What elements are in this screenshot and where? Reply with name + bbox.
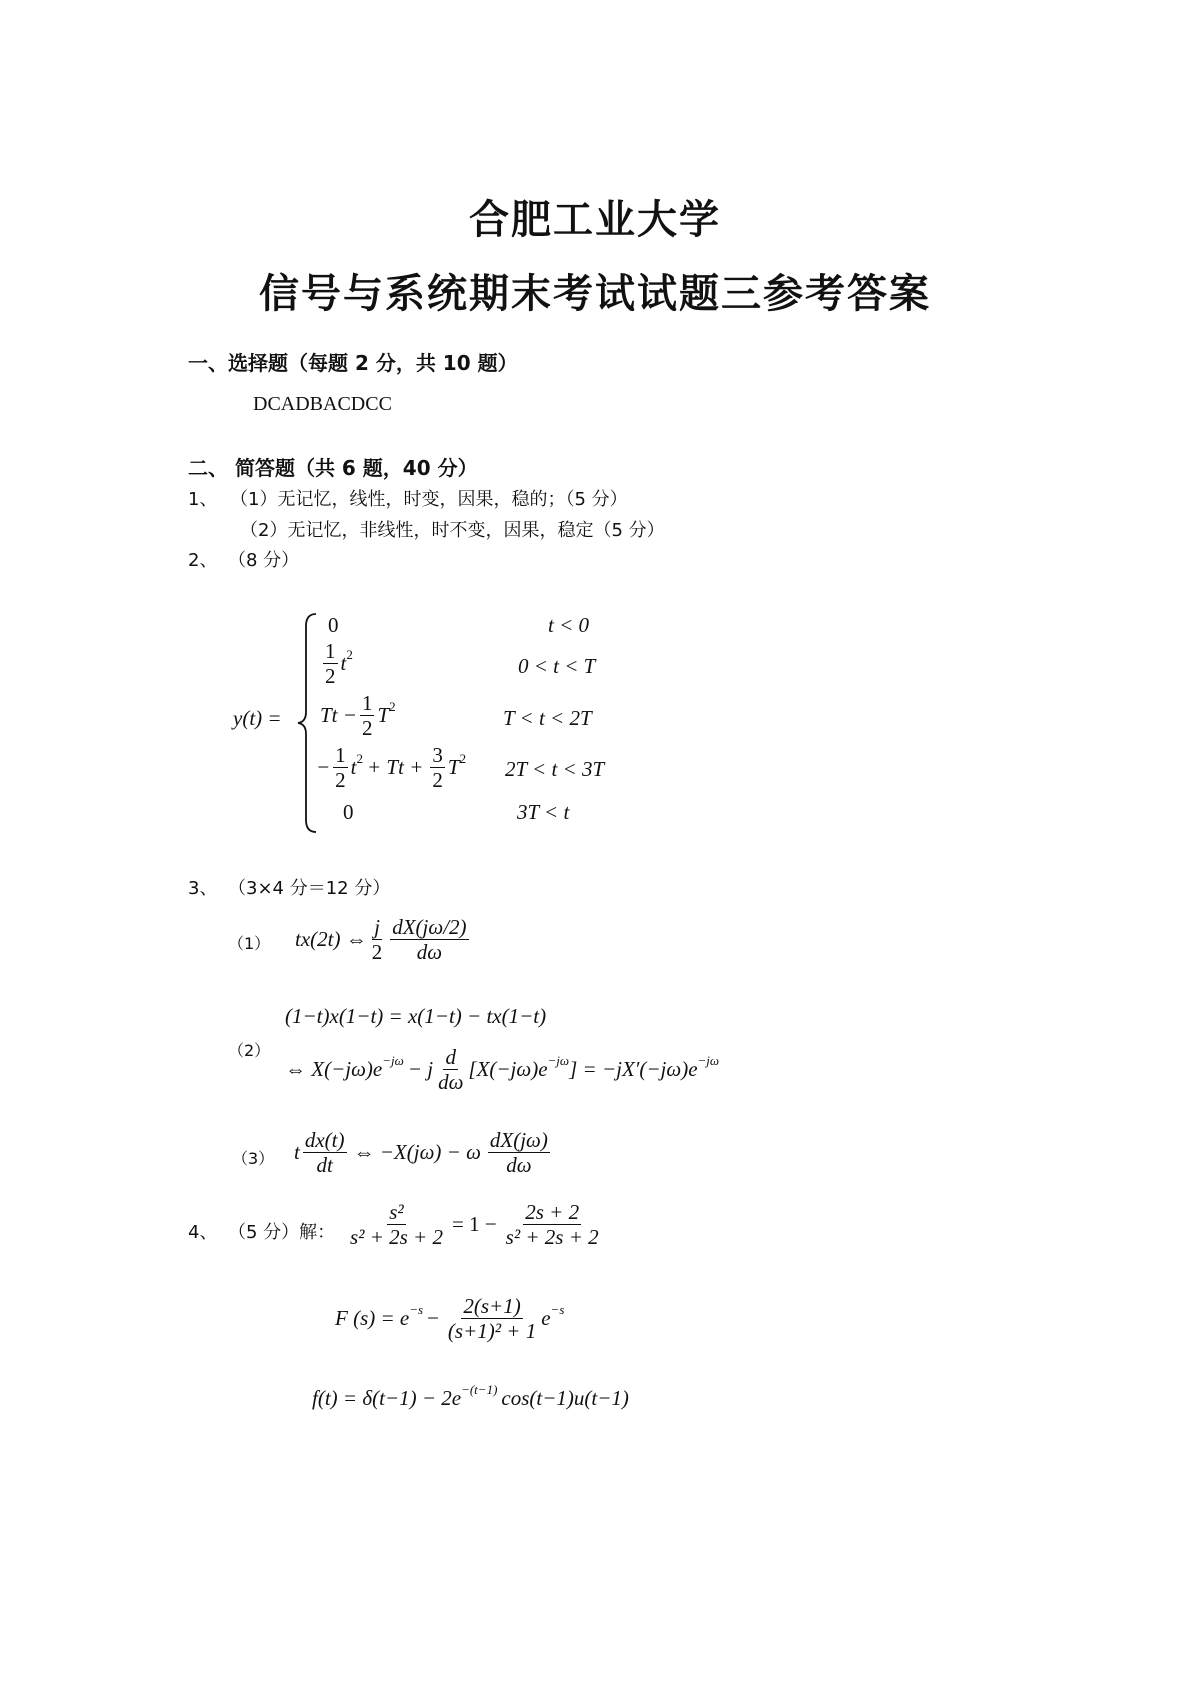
piece-4-value: 0 xyxy=(343,800,354,824)
q4-F-exp2: −s xyxy=(550,1301,565,1317)
q3-p2-post: ] = −jX′(−jω)e xyxy=(569,1057,698,1082)
q3-p3-frac2 xyxy=(488,1128,550,1177)
q3-p2-frac xyxy=(436,1045,465,1094)
piece-3-frac2-den: 2 xyxy=(432,768,443,793)
piece-2-frac-den: 2 xyxy=(361,716,373,741)
q4-f-exp: −(t−1) xyxy=(461,1381,498,1397)
piece-3-cond: 2T < t < 3T xyxy=(505,757,605,781)
piece-1-cond: 0 < t < T xyxy=(518,654,596,678)
q3-p2-exp3: −jω xyxy=(697,1052,720,1068)
q4-f-post: cos(t−1)u(t−1) xyxy=(501,1386,629,1410)
q3-number: 3、 xyxy=(188,878,218,899)
q3-p1-frac-num: j xyxy=(374,915,380,939)
q3-p2-pre: ⇔ X(−jω)e xyxy=(285,1057,383,1082)
q4-F-frac-den: (s+1)² + 1 xyxy=(447,1319,537,1344)
piece-3-frac-num: 1 xyxy=(335,743,346,767)
piece-3-lead: − xyxy=(316,755,331,780)
piece-0-value: 0 xyxy=(328,613,339,637)
q4-frac2-den: s² + 2s + 2 xyxy=(505,1225,599,1250)
q4-frac-num: s² xyxy=(389,1200,404,1224)
q1-line1: （1）无记忆，线性，时变，因果，稳的；（5 分） xyxy=(230,489,628,510)
title-exam: 信号与系统期末考试试题三参考答案 xyxy=(259,271,931,317)
q3-p3-frac-num: dx(t) xyxy=(304,1128,345,1152)
q4-F-lhs: F (s) = e xyxy=(335,1306,410,1331)
q4-eq-mid: = 1 − xyxy=(451,1212,497,1237)
q4-frac xyxy=(348,1200,445,1249)
q3-p2-exp2: −jω xyxy=(547,1052,570,1068)
q3-p2-frac-den: dω xyxy=(438,1070,464,1095)
q4-F-frac xyxy=(446,1294,538,1343)
q3-p1-frac-den: 2 xyxy=(371,940,383,965)
q2-lhs: y(t) = xyxy=(233,706,282,730)
piecewise-brace xyxy=(296,612,320,834)
q3-p2-mid: − j xyxy=(407,1057,434,1082)
piece-3-var: t xyxy=(350,755,357,780)
piece-2-var: T xyxy=(377,703,390,728)
piece-2-frac-num: 1 xyxy=(361,691,373,715)
q4-F-tail: e xyxy=(541,1306,551,1331)
piece-2-expr xyxy=(320,691,396,740)
q4-F-exp1: −s xyxy=(409,1301,424,1317)
q3-p3-mid: ⇔ −X(jω) − ω xyxy=(353,1140,481,1165)
piece-1-exp: 2 xyxy=(346,646,353,662)
piece-3-mid: + Tt + xyxy=(367,755,424,780)
piece-1-frac-den: 2 xyxy=(325,664,336,689)
q3-p2-line1: (1−t)x(1−t) = x(1−t) − tx(1−t) xyxy=(285,1004,547,1028)
q3-p3-pre: t xyxy=(294,1140,300,1165)
piece-1-frac-num: 1 xyxy=(325,639,336,663)
piece-3-exp: 2 xyxy=(356,750,364,766)
piece-0-cond: t < 0 xyxy=(548,613,590,637)
q3-p1-label: （1） xyxy=(228,934,271,953)
q3-p2-bracket: [X(−jω)e xyxy=(468,1057,548,1082)
piece-2-cond: T < t < 2T xyxy=(503,706,592,730)
section2-heading: 二、 简答题（共 6 题，40 分） xyxy=(188,456,478,480)
piece-3-frac xyxy=(333,743,348,792)
section1-heading: 一、选择题（每题 2 分，共 10 题） xyxy=(188,351,518,375)
q2-number: 2、 xyxy=(188,550,218,571)
piece-1-expr xyxy=(320,639,353,688)
piece-3-frac2-num: 3 xyxy=(432,743,443,767)
q4-F-expr xyxy=(335,1294,564,1343)
q2-points: （8 分） xyxy=(228,550,300,571)
q3-p2-exp1: −jω xyxy=(382,1052,404,1068)
q4-F-minus: − xyxy=(427,1306,439,1331)
q3-p3-frac xyxy=(303,1128,347,1177)
piece-1-frac xyxy=(323,639,338,688)
q3-p1-frac xyxy=(370,915,385,964)
q4-points: （5 分）解： xyxy=(228,1222,336,1243)
piece-1-var: t xyxy=(340,651,347,676)
q3-p1-frac2-num: dX(jω/2) xyxy=(392,915,467,939)
piece-2-exp: 2 xyxy=(389,698,396,714)
choice-answers: DCADBACDCC xyxy=(253,393,392,415)
piece-2-lead: Tt − xyxy=(320,703,357,728)
q3-p1-frac2 xyxy=(390,915,468,964)
q3-p3-frac-den: dt xyxy=(316,1153,333,1178)
piece-4-cond: 3T < t xyxy=(517,800,570,824)
title-university: 合肥工业大学 xyxy=(469,197,721,243)
q3-p3-frac2-num: dX(jω) xyxy=(489,1128,548,1152)
q3-p1-frac2-den: dω xyxy=(416,940,443,965)
q4-f-expr xyxy=(312,1381,629,1411)
piece-4-expr xyxy=(343,800,354,825)
q4-frac2-num: 2s + 2 xyxy=(525,1200,580,1224)
q3-p3-label: （3） xyxy=(232,1149,275,1168)
q3-p3-frac2-den: dω xyxy=(506,1153,532,1178)
q1-number: 1、 xyxy=(188,489,218,510)
q3-p2-label: （2） xyxy=(228,1041,271,1060)
q4-frac2 xyxy=(504,1200,601,1249)
piece-2-frac xyxy=(360,691,375,740)
piece-3-frac2 xyxy=(430,743,445,792)
q3-p2-frac-num: d xyxy=(445,1045,456,1069)
q1-line2: （2）无记忆，非线性，时不变，因果，稳定（5 分） xyxy=(240,520,665,541)
q4-f-pre: f(t) = δ(t−1) − 2e xyxy=(312,1386,462,1410)
piece-3-exp2: 2 xyxy=(459,750,467,766)
piece-3-expr xyxy=(316,743,466,792)
piece-3-var2: T xyxy=(447,755,460,780)
q3-points: （3×4 分＝12 分） xyxy=(228,878,391,899)
q3-p2-line2 xyxy=(285,1045,719,1094)
q4-F-frac-num: 2(s+1) xyxy=(463,1294,521,1318)
q3-p3-expr xyxy=(294,1128,553,1177)
q4-frac-den: s² + 2s + 2 xyxy=(350,1225,443,1250)
piece-0-expr xyxy=(328,613,339,638)
q3-p1-lhs: tx(2t) ⇔ xyxy=(295,927,367,952)
q4-number: 4、 xyxy=(188,1222,218,1243)
q4-decomposition xyxy=(345,1200,604,1249)
q3-p1-expr xyxy=(295,915,472,964)
piece-3-frac-den: 2 xyxy=(335,768,346,793)
